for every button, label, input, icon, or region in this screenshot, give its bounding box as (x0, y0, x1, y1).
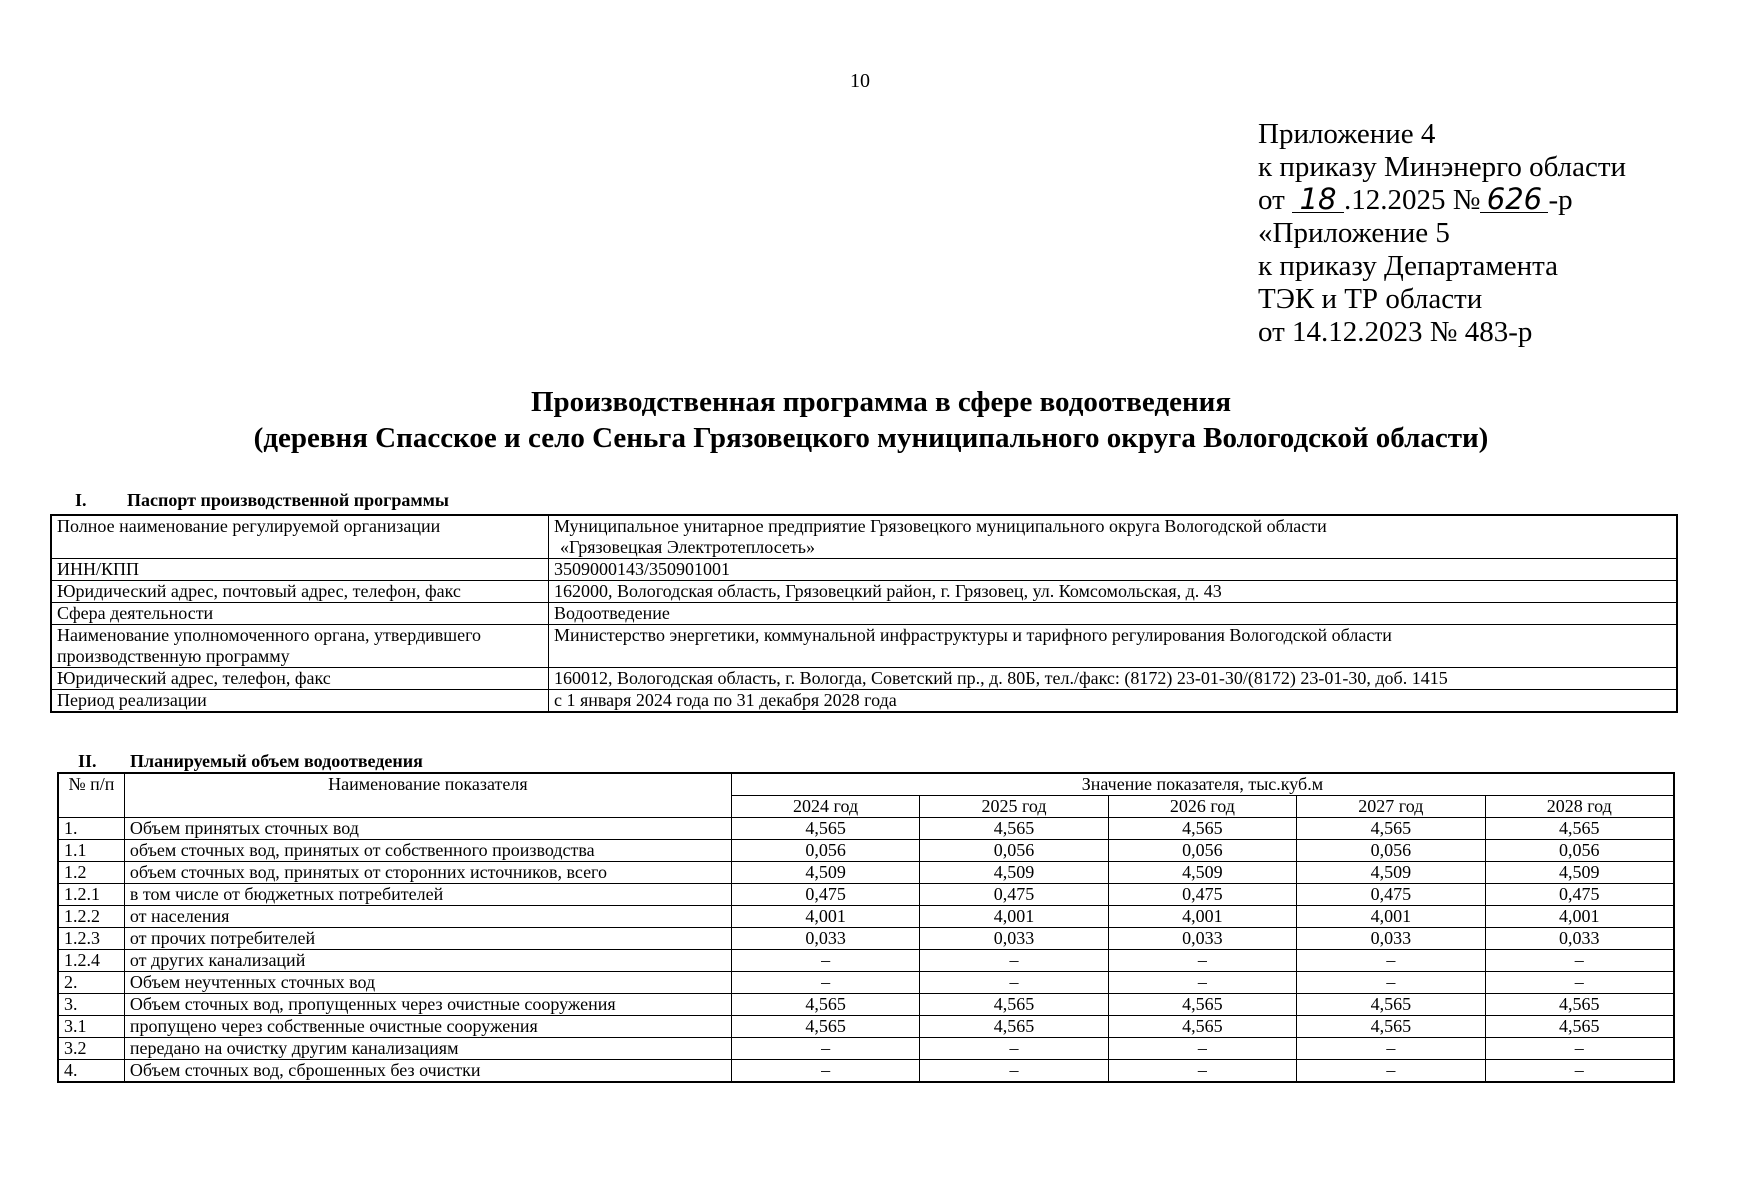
section2-title: Планируемый объем водоотведения (130, 751, 423, 771)
appendix-line: Приложение 4 (1258, 118, 1436, 150)
row-value: – (731, 950, 919, 972)
passport-label: Период реализации (51, 690, 549, 713)
passport-row (51, 668, 1677, 690)
row-number: 1.2.3 (58, 928, 124, 950)
row-number: 1.2.1 (58, 884, 124, 906)
table-row (58, 972, 1674, 994)
row-value: – (731, 1060, 919, 1083)
passport-value: Водоотведение (549, 603, 1678, 625)
appendix-line: к приказу Минэнерго области (1258, 151, 1627, 183)
row-value: 0,033 (1297, 928, 1485, 950)
row-value: – (731, 972, 919, 994)
appendix-line: от 14.12.2023 № 483-р (1258, 316, 1533, 348)
row-name: от других канализаций (124, 950, 731, 972)
appendix-line: «Приложение 5 (1258, 217, 1450, 249)
passport-value-line: «Грязовецкая Электротеплосеть» (560, 537, 815, 557)
row-value: – (1485, 972, 1674, 994)
row-value: 0,033 (920, 928, 1108, 950)
row-name: пропущено через собственные очистные сооружения (124, 1016, 731, 1038)
passport-label: Наименование уполномоченного органа, утвердившего производственную программу (51, 625, 549, 668)
table-row (58, 906, 1674, 928)
row-value: – (920, 1038, 1108, 1060)
volume-table (57, 772, 1675, 1083)
row-value: 4,509 (1297, 862, 1485, 884)
row-value: 4,565 (1297, 994, 1485, 1016)
row-value: 4,509 (1485, 862, 1674, 884)
header-name: Наименование показателя (124, 773, 731, 818)
passport-row (51, 603, 1677, 625)
row-value: 0,475 (1297, 884, 1485, 906)
row-number: 1.2.2 (58, 906, 124, 928)
row-value: 0,475 (731, 884, 919, 906)
row-number: 3.2 (58, 1038, 124, 1060)
row-name: Объем сточных вод, сброшенных без очистки (124, 1060, 731, 1083)
row-value: 0,056 (1485, 840, 1674, 862)
row-value: 4,565 (1108, 1016, 1296, 1038)
passport-row (51, 625, 1677, 668)
passport-label: Сфера деятельности (51, 603, 549, 625)
row-value: – (920, 1060, 1108, 1083)
appendix-from: от (1258, 184, 1285, 216)
handwritten-order-number: 626 (1480, 186, 1548, 213)
table-row (58, 928, 1674, 950)
row-value: – (1108, 1038, 1296, 1060)
passport-label: Полное наименование регулируемой организации (51, 515, 549, 559)
row-value: – (1297, 950, 1485, 972)
row-value: 0,475 (1108, 884, 1296, 906)
row-value: – (1485, 950, 1674, 972)
row-value: 4,565 (920, 818, 1108, 840)
header-value-group: Значение показателя, тыс.куб.м (731, 773, 1674, 796)
header-year: 2024 год (731, 796, 919, 818)
row-name: Объем сточных вод, пропущенных через очистные сооружения (124, 994, 731, 1016)
appendix-line: ТЭК и ТР области (1258, 283, 1483, 315)
table-row (58, 818, 1674, 840)
row-value: 0,033 (731, 928, 919, 950)
row-value: 4,565 (1108, 818, 1296, 840)
title-line-2: (деревня Спасское и село Сеньга Грязовецкого муниципального округа Вологодской области) (253, 422, 1489, 454)
section1-number: I. (75, 490, 87, 510)
header-year: 2027 год (1297, 796, 1485, 818)
passport-table (50, 514, 1678, 713)
section1-heading (75, 490, 449, 511)
appendix-suffix: -р (1548, 184, 1573, 216)
row-value: 4,509 (731, 862, 919, 884)
row-number: 3.1 (58, 1016, 124, 1038)
row-value: 0,033 (1108, 928, 1296, 950)
table-row (58, 950, 1674, 972)
section2-number: II. (78, 751, 97, 771)
row-value: 4,001 (1297, 906, 1485, 928)
row-value: 4,565 (920, 1016, 1108, 1038)
row-value: 4,565 (731, 1016, 919, 1038)
header-row (58, 773, 1674, 796)
passport-row (51, 559, 1677, 581)
row-number: 4. (58, 1060, 124, 1083)
table-row (58, 884, 1674, 906)
passport-row (51, 515, 1677, 559)
row-value: – (1297, 972, 1485, 994)
row-value: 4,001 (731, 906, 919, 928)
row-name: в том числе от бюджетных потребителей (124, 884, 731, 906)
appendix-order-line (1258, 184, 1626, 217)
row-value: – (920, 972, 1108, 994)
table-row (58, 994, 1674, 1016)
table-row (58, 1016, 1674, 1038)
passport-value: Министерство энергетики, коммунальной инфраструктуры и тарифного регулирования Вологодской области (549, 625, 1678, 668)
page-number: 10 (850, 70, 870, 92)
row-value: 4,001 (920, 906, 1108, 928)
row-value: – (1297, 1060, 1485, 1083)
row-number: 3. (58, 994, 124, 1016)
table-row (58, 862, 1674, 884)
row-value: – (920, 950, 1108, 972)
passport-value: 3509000143/350901001 (549, 559, 1678, 581)
header-year: 2028 год (1485, 796, 1674, 818)
row-value: 4,565 (920, 994, 1108, 1016)
row-value: 4,565 (731, 818, 919, 840)
passport-row (51, 581, 1677, 603)
document-title (0, 384, 1742, 456)
passport-value (549, 515, 1678, 559)
appendix-date: .12.2025 № (1344, 184, 1481, 216)
row-value: – (1108, 972, 1296, 994)
row-value: 4,509 (1108, 862, 1296, 884)
volume-table-body (58, 818, 1674, 1083)
row-value: – (1485, 1060, 1674, 1083)
row-value: 4,565 (1297, 1016, 1485, 1038)
row-value: – (1108, 1060, 1296, 1083)
row-value: – (1485, 1038, 1674, 1060)
passport-label: ИНН/КПП (51, 559, 549, 581)
row-value: 0,033 (1485, 928, 1674, 950)
header-year: 2025 год (920, 796, 1108, 818)
row-name: от прочих потребителей (124, 928, 731, 950)
row-value: – (731, 1038, 919, 1060)
row-number: 1.2.4 (58, 950, 124, 972)
section1-title: Паспорт производственной программы (127, 490, 449, 510)
row-value: 0,475 (1485, 884, 1674, 906)
row-value: 4,509 (920, 862, 1108, 884)
table-row (58, 840, 1674, 862)
row-value: – (1297, 1038, 1485, 1060)
row-name: Объем неучтенных сточных вод (124, 972, 731, 994)
row-value: 0,056 (920, 840, 1108, 862)
passport-row (51, 690, 1677, 713)
header-number: № п/п (58, 773, 124, 818)
row-value: 0,056 (1108, 840, 1296, 862)
row-value: – (1108, 950, 1296, 972)
passport-label: Юридический адрес, телефон, факс (51, 668, 549, 690)
passport-value: 160012, Вологодская область, г. Вологда, Советский пр., д. 80Б, тел./факс: (8172) 23-01-30/(8172) 23-01-30, доб. 1415 (549, 668, 1678, 690)
row-value: 4,565 (1108, 994, 1296, 1016)
row-number: 2. (58, 972, 124, 994)
row-number: 1. (58, 818, 124, 840)
section2-heading (78, 751, 423, 772)
row-name: объем сточных вод, принятых от сторонних источников, всего (124, 862, 731, 884)
row-value: 0,475 (920, 884, 1108, 906)
appendix-line: к приказу Департамента (1258, 250, 1559, 282)
passport-value: 162000, Вологодская область, Грязовецкий район, г. Грязовец, ул. Комсомольская, д. 43 (549, 581, 1678, 603)
row-value: 4,001 (1485, 906, 1674, 928)
row-name: Объем принятых сточных вод (124, 818, 731, 840)
row-number: 1.2 (58, 862, 124, 884)
row-value: 4,565 (1485, 1016, 1674, 1038)
passport-value-line: Муниципальное унитарное предприятие Грязовецкого муниципального округа Вологодской области (554, 516, 1327, 536)
row-number: 1.1 (58, 840, 124, 862)
row-value: 4,565 (731, 994, 919, 1016)
header-year: 2026 год (1108, 796, 1296, 818)
row-name: передано на очистку другим канализациям (124, 1038, 731, 1060)
row-value: 0,056 (1297, 840, 1485, 862)
handwritten-day: 18 (1292, 186, 1344, 213)
row-value: 0,056 (731, 840, 919, 862)
row-value: 4,565 (1485, 818, 1674, 840)
passport-value: с 1 января 2024 года по 31 декабря 2028 года (549, 690, 1678, 713)
row-name: от населения (124, 906, 731, 928)
row-name: объем сточных вод, принятых от собственного производства (124, 840, 731, 862)
table-row (58, 1038, 1674, 1060)
row-value: 4,565 (1297, 818, 1485, 840)
passport-label: Юридический адрес, почтовый адрес, телефон, факс (51, 581, 549, 603)
appendix-header (1258, 118, 1626, 349)
title-line-1: Производственная программа в сфере водоотведения (530, 386, 1232, 418)
table-row (58, 1060, 1674, 1083)
row-value: 4,001 (1108, 906, 1296, 928)
row-value: 4,565 (1485, 994, 1674, 1016)
